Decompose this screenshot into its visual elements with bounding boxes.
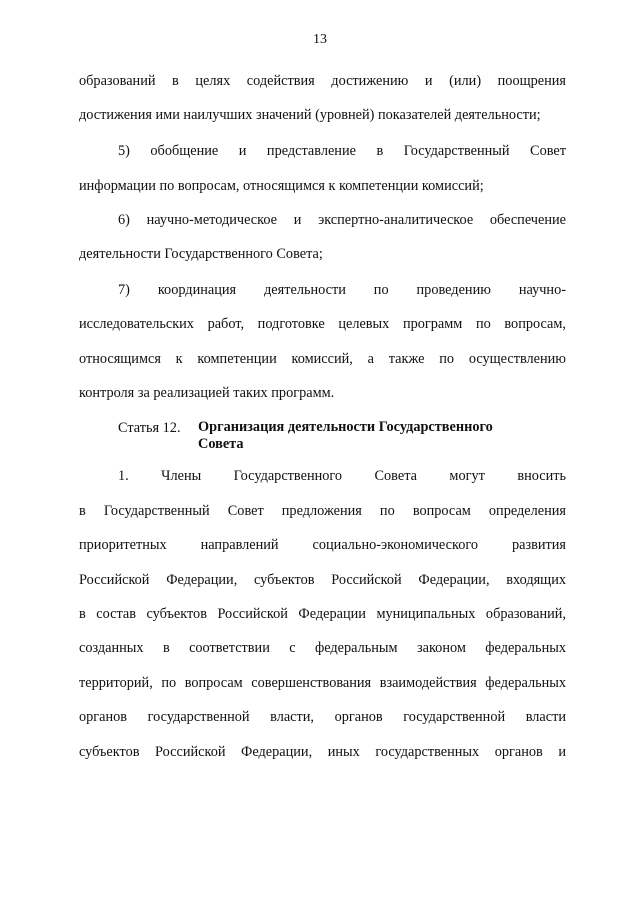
text-line: исследовательских работ, подготовке целевых программ по вопросам, [79, 316, 566, 332]
text-line: информации по вопросам, относящимся к компетенции комиссий; [79, 178, 484, 194]
text-line: достижения ими наилучших значений (уровней) показателей деятельности; [79, 107, 541, 123]
text-line: Российской Федерации, субъектов Российской Федерации, входящих [79, 572, 566, 588]
text-line: образований в целях содействия достижению и (или) поощрения [79, 73, 566, 89]
text-line: 6) научно-методическое и экспертно-аналитическое обеспечение [118, 212, 566, 228]
text-line: в состав субъектов Российской Федерации муниципальных образований, [79, 606, 566, 622]
article-title: Организация деятельности Государственного Совета [198, 419, 493, 452]
text-line: приоритетных направлений социально-экономического развития [79, 537, 566, 553]
text-line: органов государственной власти, органов государственной власти [79, 709, 566, 725]
text-line: контроля за реализацией таких программ. [79, 385, 335, 401]
text-line: относящимся к компетенции комиссий, а также по осуществлению [79, 351, 566, 367]
text-line: 5) обобщение и представление в Государственный Совет [118, 143, 566, 159]
text-line: 1. Члены Государственного Совета могут вносить [118, 468, 566, 484]
text-line: субъектов Российской Федерации, иных государственных органов и [79, 744, 566, 760]
text-line: созданных в соответствии с федеральным законом федеральных [79, 640, 566, 656]
article-label: Статья 12. [118, 420, 181, 436]
text-line: территорий, по вопросам совершенствования взаимодействия федеральных [79, 675, 566, 691]
text-line: деятельности Государственного Совета; [79, 246, 323, 262]
page-number: 13 [313, 32, 327, 47]
text-line: в Государственный Совет предложения по вопросам определения [79, 503, 566, 519]
text-line: 7) координация деятельности по проведению научно- [118, 282, 566, 298]
